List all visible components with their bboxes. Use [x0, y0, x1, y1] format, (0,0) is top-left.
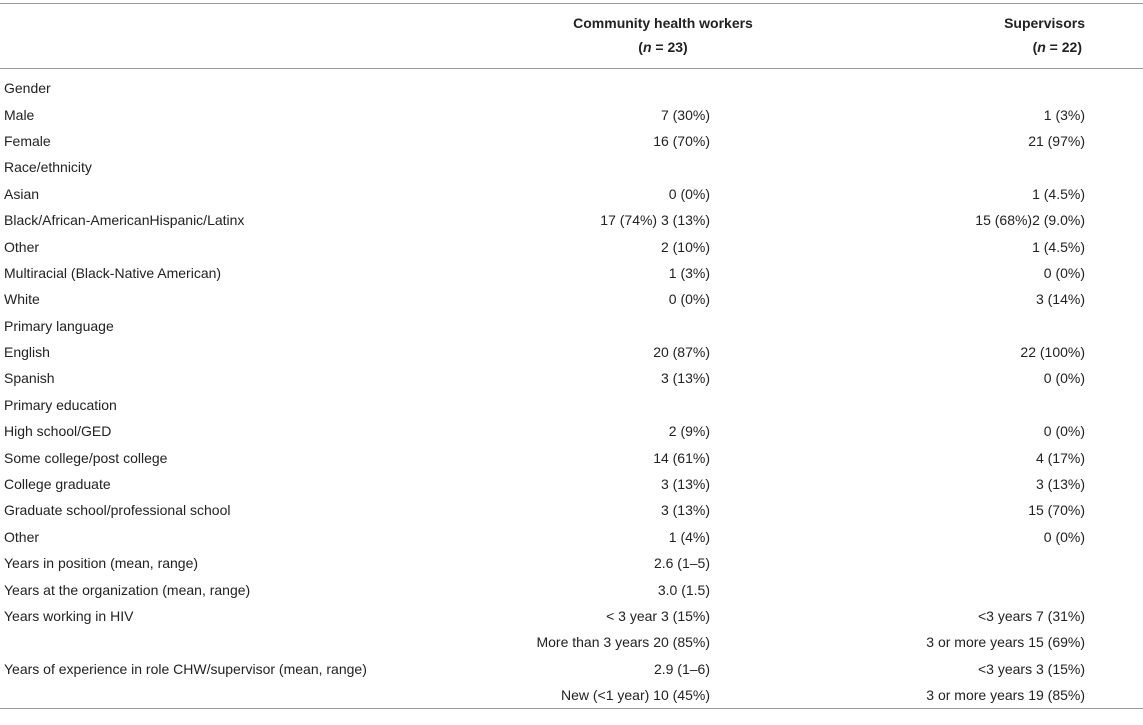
- chw-value: 1 (3%): [668, 264, 710, 281]
- row-label: High school/GED: [4, 423, 112, 440]
- row-label: Years in position (mean, range): [4, 555, 199, 572]
- chw-value: [456, 154, 870, 180]
- supervisor-value: [870, 576, 1143, 602]
- chw-value: 2.6 (1–5): [653, 555, 710, 572]
- chw-value: 3 (13%): [660, 370, 710, 387]
- table-row: [0, 101, 1143, 127]
- supervisor-value: [870, 154, 1143, 180]
- row-label: Other: [4, 528, 40, 545]
- row-label: Asian: [4, 185, 40, 202]
- header-supervisors-n: (n = 22): [870, 34, 1143, 69]
- row-label: [0, 629, 456, 655]
- chw-value: New (<1 year) 10 (45%): [456, 682, 870, 709]
- row-label: Primary language: [4, 317, 114, 334]
- table-row: [0, 207, 1143, 233]
- supervisor-value: [870, 392, 1143, 418]
- n-symbol: n: [1037, 39, 1046, 55]
- table-header: [0, 4, 1143, 69]
- supervisor-value: [870, 313, 1143, 339]
- chw-value: More than 3 years 20 (85%): [536, 634, 710, 651]
- chw-value: 0 (0%): [668, 291, 710, 308]
- supervisor-value: [870, 69, 1143, 102]
- supervisor-value: 3 or more years 19 (85%): [870, 682, 1143, 709]
- table-row: [0, 603, 1143, 629]
- supervisor-value: 1 (3%): [1043, 106, 1085, 123]
- table-row: [0, 339, 1143, 365]
- chw-value: [456, 313, 870, 339]
- row-label: Primary education: [4, 396, 117, 413]
- row-label: Years working in HIV: [4, 608, 134, 624]
- chw-value: 3 (13%): [660, 502, 710, 519]
- n-symbol: n: [642, 39, 652, 55]
- table-row: [0, 154, 1143, 180]
- demographics-table: [0, 3, 1143, 709]
- row-label: Black/African-AmericanHispanic/Latinx: [4, 212, 245, 229]
- chw-value: 3 (13%): [660, 476, 710, 493]
- row-label: College graduate: [4, 476, 111, 493]
- table-row: [0, 497, 1143, 523]
- table-row: [0, 365, 1143, 391]
- chw-value: 0 (0%): [668, 185, 710, 202]
- table-row: [0, 418, 1143, 444]
- row-label: Multiracial (Black-Native American): [4, 264, 222, 281]
- supervisor-value: 0 (0%): [1043, 423, 1085, 440]
- row-label: Years at the organization (mean, range): [4, 581, 251, 598]
- chw-value: 1 (4%): [668, 528, 710, 545]
- supervisor-value: 3 or more years 15 (69%): [926, 634, 1085, 651]
- table-row: [0, 656, 1143, 682]
- header-row-titles: [0, 4, 1143, 35]
- table-row: [0, 128, 1143, 154]
- supervisor-value: 21 (97%): [1028, 132, 1085, 149]
- table-row: [0, 550, 1143, 576]
- header-chw-n: (n = 23): [456, 34, 870, 69]
- row-label: Spanish: [4, 370, 55, 387]
- supervisor-value: 15 (68%)2 (9.0%): [975, 212, 1085, 229]
- supervisor-value: 22 (100%): [1020, 344, 1085, 361]
- chw-value: 2 (10%): [660, 238, 710, 255]
- chw-value: 2 (9%): [668, 423, 710, 440]
- table-row: [0, 682, 1143, 709]
- chw-value: 7 (30%): [660, 106, 710, 123]
- table-row: [0, 286, 1143, 312]
- chw-value: 16 (70%): [653, 132, 710, 149]
- supervisor-value: 0 (0%): [1043, 528, 1085, 545]
- row-label: English: [4, 344, 50, 361]
- row-label: Race/ethnicity: [4, 159, 92, 176]
- table-row: [0, 629, 1143, 655]
- supervisor-value: <3 years 3 (15%): [978, 660, 1085, 677]
- table-row: [0, 181, 1143, 207]
- table-row: [0, 444, 1143, 470]
- chw-value: < 3 year 3 (15%): [606, 608, 710, 624]
- header-empty-cell: [0, 4, 456, 35]
- chw-value: 20 (87%): [653, 344, 710, 361]
- chw-value: 14 (61%): [653, 449, 710, 466]
- table-row: [0, 471, 1143, 497]
- row-label: Gender: [4, 80, 51, 97]
- supervisor-value: 3 (13%): [1035, 476, 1085, 493]
- supervisor-value: [870, 550, 1143, 576]
- chw-value: 17 (74%) 3 (13%): [600, 212, 710, 229]
- row-label: Some college/post college: [4, 449, 168, 466]
- table-row: [0, 576, 1143, 602]
- row-label: Other: [4, 238, 40, 255]
- supervisor-value: 0 (0%): [1043, 370, 1085, 387]
- header-chw-title: Community health workers: [456, 4, 870, 35]
- row-label: [0, 682, 456, 709]
- header-empty-cell: [0, 34, 456, 69]
- supervisor-value: 1 (4.5%): [1032, 185, 1085, 202]
- table-row: [0, 260, 1143, 286]
- row-label: Male: [4, 106, 35, 123]
- supervisor-value: 0 (0%): [1043, 264, 1085, 281]
- chw-value: [456, 69, 870, 102]
- row-label: Years of experience in role CHW/supervisor (mean, range): [4, 660, 367, 677]
- row-label: Graduate school/professional school: [4, 502, 231, 519]
- header-row-counts: [0, 34, 1143, 69]
- table-row: [0, 233, 1143, 259]
- table-row: [0, 69, 1143, 102]
- header-supervisors-title: Supervisors: [870, 4, 1143, 35]
- chw-value: 3.0 (1.5): [657, 581, 710, 598]
- table-row: [0, 392, 1143, 418]
- table-row: [0, 524, 1143, 550]
- supervisor-value: 4 (17%): [1035, 449, 1085, 466]
- supervisor-value: 1 (4.5%): [1032, 238, 1085, 255]
- row-label: Female: [4, 132, 51, 149]
- table-row: [0, 313, 1143, 339]
- supervisor-value: 3 (14%): [1035, 291, 1085, 308]
- supervisor-value: 15 (70%): [1028, 502, 1085, 519]
- table-body: [0, 69, 1143, 709]
- row-label: White: [4, 291, 40, 308]
- chw-value: 2.9 (1–6): [653, 660, 710, 677]
- chw-value: [456, 392, 870, 418]
- supervisor-value: <3 years 7 (31%): [978, 608, 1085, 624]
